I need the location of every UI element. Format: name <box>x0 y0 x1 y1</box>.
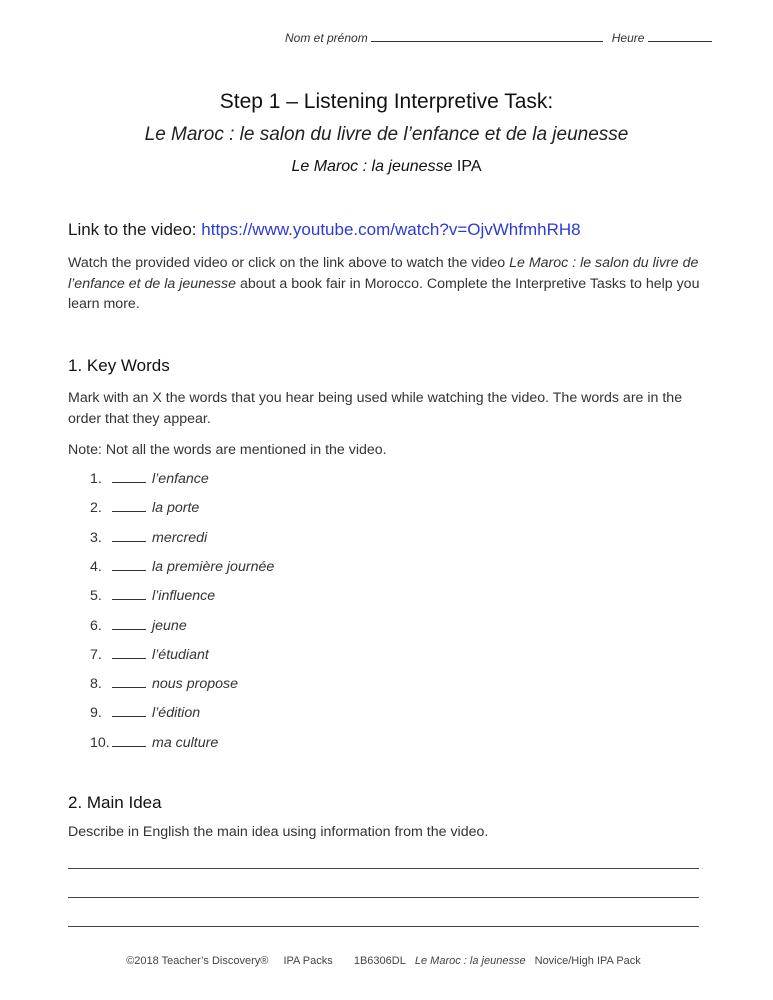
list-item <box>90 618 187 634</box>
item-term: nous propose <box>152 676 238 693</box>
footer-level: Novice/High IPA Pack <box>531 955 641 967</box>
page-title: Step 1 – Listening Interpretive Task: <box>219 90 554 113</box>
key-words-instructions: Mark with an X the words that you hear being used while watching the video. The words are in the order that they appear. <box>68 390 683 427</box>
answer-line[interactable] <box>68 897 699 898</box>
list-item <box>90 705 200 721</box>
ipa-title-suffix: IPA <box>452 158 482 175</box>
item-term: la première journée <box>152 558 275 575</box>
footer-title: Le Maroc : la jeunesse <box>414 955 526 967</box>
answer-blank[interactable] <box>112 560 146 571</box>
list-item <box>90 530 207 546</box>
list-item <box>90 500 199 516</box>
answer-blank[interactable] <box>112 706 146 717</box>
intro-video-title: Le Maroc : le salon du livre de l’enfance et de la jeunesse <box>68 255 699 292</box>
footer-copyright: ©2018 Teacher’s Discovery® <box>126 955 269 967</box>
answer-blank[interactable] <box>112 472 146 483</box>
name-label: Nom et prénom <box>285 31 368 45</box>
main-idea-instructions: Describe in English the main idea using information from the video. <box>68 824 489 840</box>
answer-blank[interactable] <box>112 648 146 659</box>
item-number: 2. <box>90 500 102 517</box>
name-time-header <box>285 31 712 45</box>
item-term: ma culture <box>152 734 219 751</box>
item-term: l’influence <box>152 588 216 605</box>
item-term: l’étudiant <box>152 646 209 663</box>
intro-paragraph <box>68 253 708 315</box>
list-item <box>90 676 238 692</box>
footer-pack: IPA Packs <box>283 955 333 967</box>
key-words-note: Note: Not all the words are mentioned in the video. <box>68 442 387 458</box>
page-footer <box>0 955 773 967</box>
answer-blank[interactable] <box>112 589 146 600</box>
footer-code: 1B6306DL <box>353 955 406 967</box>
video-link-label: Link to the video: <box>68 220 197 239</box>
answer-blank[interactable] <box>112 619 146 630</box>
item-term: l’enfance <box>152 471 209 487</box>
item-number: 8. <box>90 676 102 693</box>
item-number: 7. <box>90 646 102 663</box>
time-label: Heure <box>611 31 645 45</box>
intro-text: Watch the provided video or click on the link above to watch the video <box>68 255 510 271</box>
main-idea-heading: 2. Main Idea <box>68 793 162 812</box>
key-words-heading: 1. Key Words <box>68 356 170 375</box>
item-term: jeune <box>152 617 187 634</box>
item-number: 6. <box>90 617 102 634</box>
answer-line[interactable] <box>68 926 699 927</box>
answer-line[interactable] <box>68 868 699 869</box>
video-link[interactable]: https://www.youtube.com/watch?v=OjvWhfmhRH8 <box>201 220 581 239</box>
list-item <box>90 471 209 487</box>
item-term: la porte <box>152 500 200 517</box>
answer-blank[interactable] <box>112 531 146 542</box>
list-item <box>90 647 209 663</box>
item-term: l’édition <box>152 705 201 722</box>
video-link-row <box>68 220 581 240</box>
list-item <box>90 735 218 751</box>
page-subtitle: Le Maroc : le salon du livre de l’enfance et de la jeunesse <box>144 124 629 145</box>
list-item <box>90 588 215 604</box>
item-term: mercredi <box>152 529 208 546</box>
list-item <box>90 559 274 575</box>
item-number: 4. <box>90 558 102 575</box>
item-number: 5. <box>90 588 102 605</box>
answer-blank[interactable] <box>112 501 146 512</box>
item-number: 9. <box>90 705 102 722</box>
intro-text-end: about a book fair in Morocco. Complete the Interpretive Tasks to help you learn more. <box>68 275 700 312</box>
name-field[interactable] <box>371 41 603 42</box>
time-field[interactable] <box>648 41 712 42</box>
answer-blank[interactable] <box>112 677 146 688</box>
footer-product <box>348 955 647 967</box>
answer-blank[interactable] <box>112 736 146 747</box>
ipa-title <box>0 158 773 176</box>
item-number: 1. <box>90 471 102 487</box>
item-number: 10. <box>90 734 110 751</box>
item-number: 3. <box>90 529 102 546</box>
ipa-title-italic: Le Maroc : la jeunesse <box>291 158 453 175</box>
